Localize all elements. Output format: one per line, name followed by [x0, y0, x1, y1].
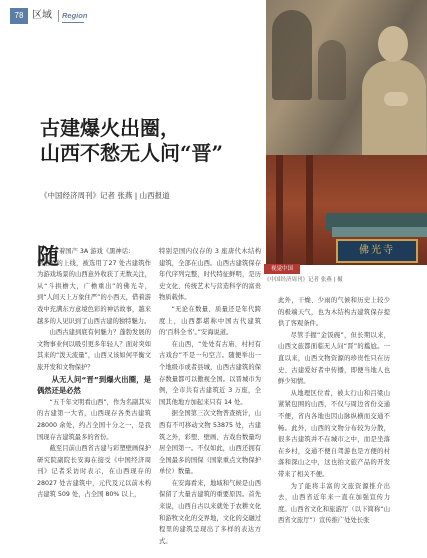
- buddha-statue-body: [362, 60, 426, 155]
- photo-credit: 《中国经济周刊》记者 张燕 | 摄: [264, 277, 343, 283]
- header-divider: [58, 10, 59, 22]
- paragraph: 据全国第三次文物普查统计，山西有不可移动文物 53875 处，古建筑之外，彩塑、壁画、古戏台数量均居全国第一。不仅如此，山西还拥有全国最多的国保（国家重点文物保护单位）数量。: [159, 410, 261, 476]
- text-column-3: [278, 295, 390, 527]
- paragraph: 此外，干燥、少雨的气候和历史上较少的极端天气，也为木结构古建筑保存提供了客观条件。: [278, 297, 390, 328]
- paragraph: 从地理区位看，被太行山和吕梁山紧紧包围的山西，不仅与周边省份交通不便，省内各地也因山脉纵横而交通不畅。此外，山西的文物分布较为分散，很多古建筑并不在城市之中，而是坐落在乡村，交通不便自驾游也是方便的村落和深山之中，这也拍文旅产品的开发带来了相关不便。: [278, 389, 390, 478]
- grotto-niche: [272, 10, 312, 100]
- paragraph: 为了能将丰富的文旅资源推介出去，山西省近年来一直在加强宣传力度。山西省文化和旅游厅（以下简称“山西省文旅厅”）宣传推广处处长张: [278, 482, 390, 525]
- page-number: 78: [10, 8, 28, 24]
- paragraph: 在山西，“处处有古庙，村村有古戏台”不是一句空言。随便举出一个地级市或者县城，山西古建筑的保存数量都可以傲视全国。以晋城市为例，全市共有古建筑近 3 万座，全国其他地方加起来只有 14 处。: [159, 340, 261, 406]
- section-underline: [62, 22, 84, 23]
- section-subheading: 从无人问“晋”到爆火出圈，是偶然还是必然: [37, 374, 151, 396]
- buddha-statue-head: [378, 26, 408, 62]
- text-column-1: [37, 246, 151, 501]
- article-byline: 《中国经济周刊》记者 张燕 | 山西报道: [40, 191, 170, 200]
- buddha-statue-hand: [384, 92, 408, 106]
- article-title-line-2: 山西不愁无人问“晋”: [40, 141, 224, 165]
- temple-pillar: [306, 155, 313, 265]
- grotto-buddha-photo: [266, 0, 427, 155]
- paragraph: 着国产 3A 游戏《黑神话：: [59, 248, 135, 255]
- paragraph: 悟空》的上线，被选用了27 处古建筑作为游戏场景的山西意外收获了无数关注，从“斗拱檐大，广檐重出”的佛光寺，到“人间天上万象住严”的小西天，借着游戏中充满东方意境色彩的神话故事，越来越多的人见识到了山西古建的独特魅力。: [37, 259, 151, 325]
- grotto-niche: [318, 40, 346, 100]
- photo-source-label: 视觉中国: [264, 264, 300, 274]
- section-name-english: Region: [62, 11, 88, 20]
- paragraph: “五千年文明看山西”，作为名副其实的古建第一大省，山西现存各类古建筑 28000 余处，约占全国十分之一，是我国现存古建筑最多的省份。: [37, 398, 151, 441]
- temple-pillar: [276, 155, 283, 265]
- section-name: 区域: [32, 10, 52, 21]
- paragraph: 在安海看来，地域和气候是山西保留了大量古建筑的重要原因。首先来说，山西自古以来就处于农耕文化和游牧文化的交界地，文化的交融过程里的建筑呈现出了多样的表达方式。: [159, 479, 261, 545]
- paragraph: 特别是国内仅存的 3 座唐代木结构建筑，全部在山西。山西古建筑保存年代序列完整，时代特征鲜明，是历史文化、传统艺术与营造科学的富贵物质载体。: [159, 248, 261, 302]
- drop-cap: 随: [37, 244, 60, 270]
- paragraph: “无论在数量、质量还是年代跨度上，山西都堪称中国古代建筑的‘百科全书’。”安海说道。: [159, 305, 261, 337]
- article-title-line-1: 古建爆火出圈，: [40, 116, 180, 140]
- paragraph: 山西古建到底有何魅力？蓬勃发展的文物事业何以吸引更多年轻人？面对突如其来的“泼天流量”，山西又该如何平衡文旅开发和文物保护？: [37, 329, 151, 371]
- temple-gate-photo: [266, 155, 427, 265]
- paragraph: 截至目前山西省古建与彩塑壁画保护研究院副院长安海在接受《中国经济周刊》记者采访时表示，在山西现存的28027 处古建筑中，元代及元以前木构古建筑 509 处，占全国 80% 以上，: [37, 445, 151, 499]
- paragraph: 尽管手握“金饭碗”，但长期以来，山西文旅都面临无人问“晋”的尴尬。一直以来，山西文物资源的珍贵性只在历史、古建爱好者中传播，即便当地人也鲜少知情。: [278, 331, 390, 386]
- temple-bracket: [332, 227, 427, 237]
- temple-plaque: 佛光寺: [336, 239, 418, 263]
- text-column-2: [159, 246, 261, 547]
